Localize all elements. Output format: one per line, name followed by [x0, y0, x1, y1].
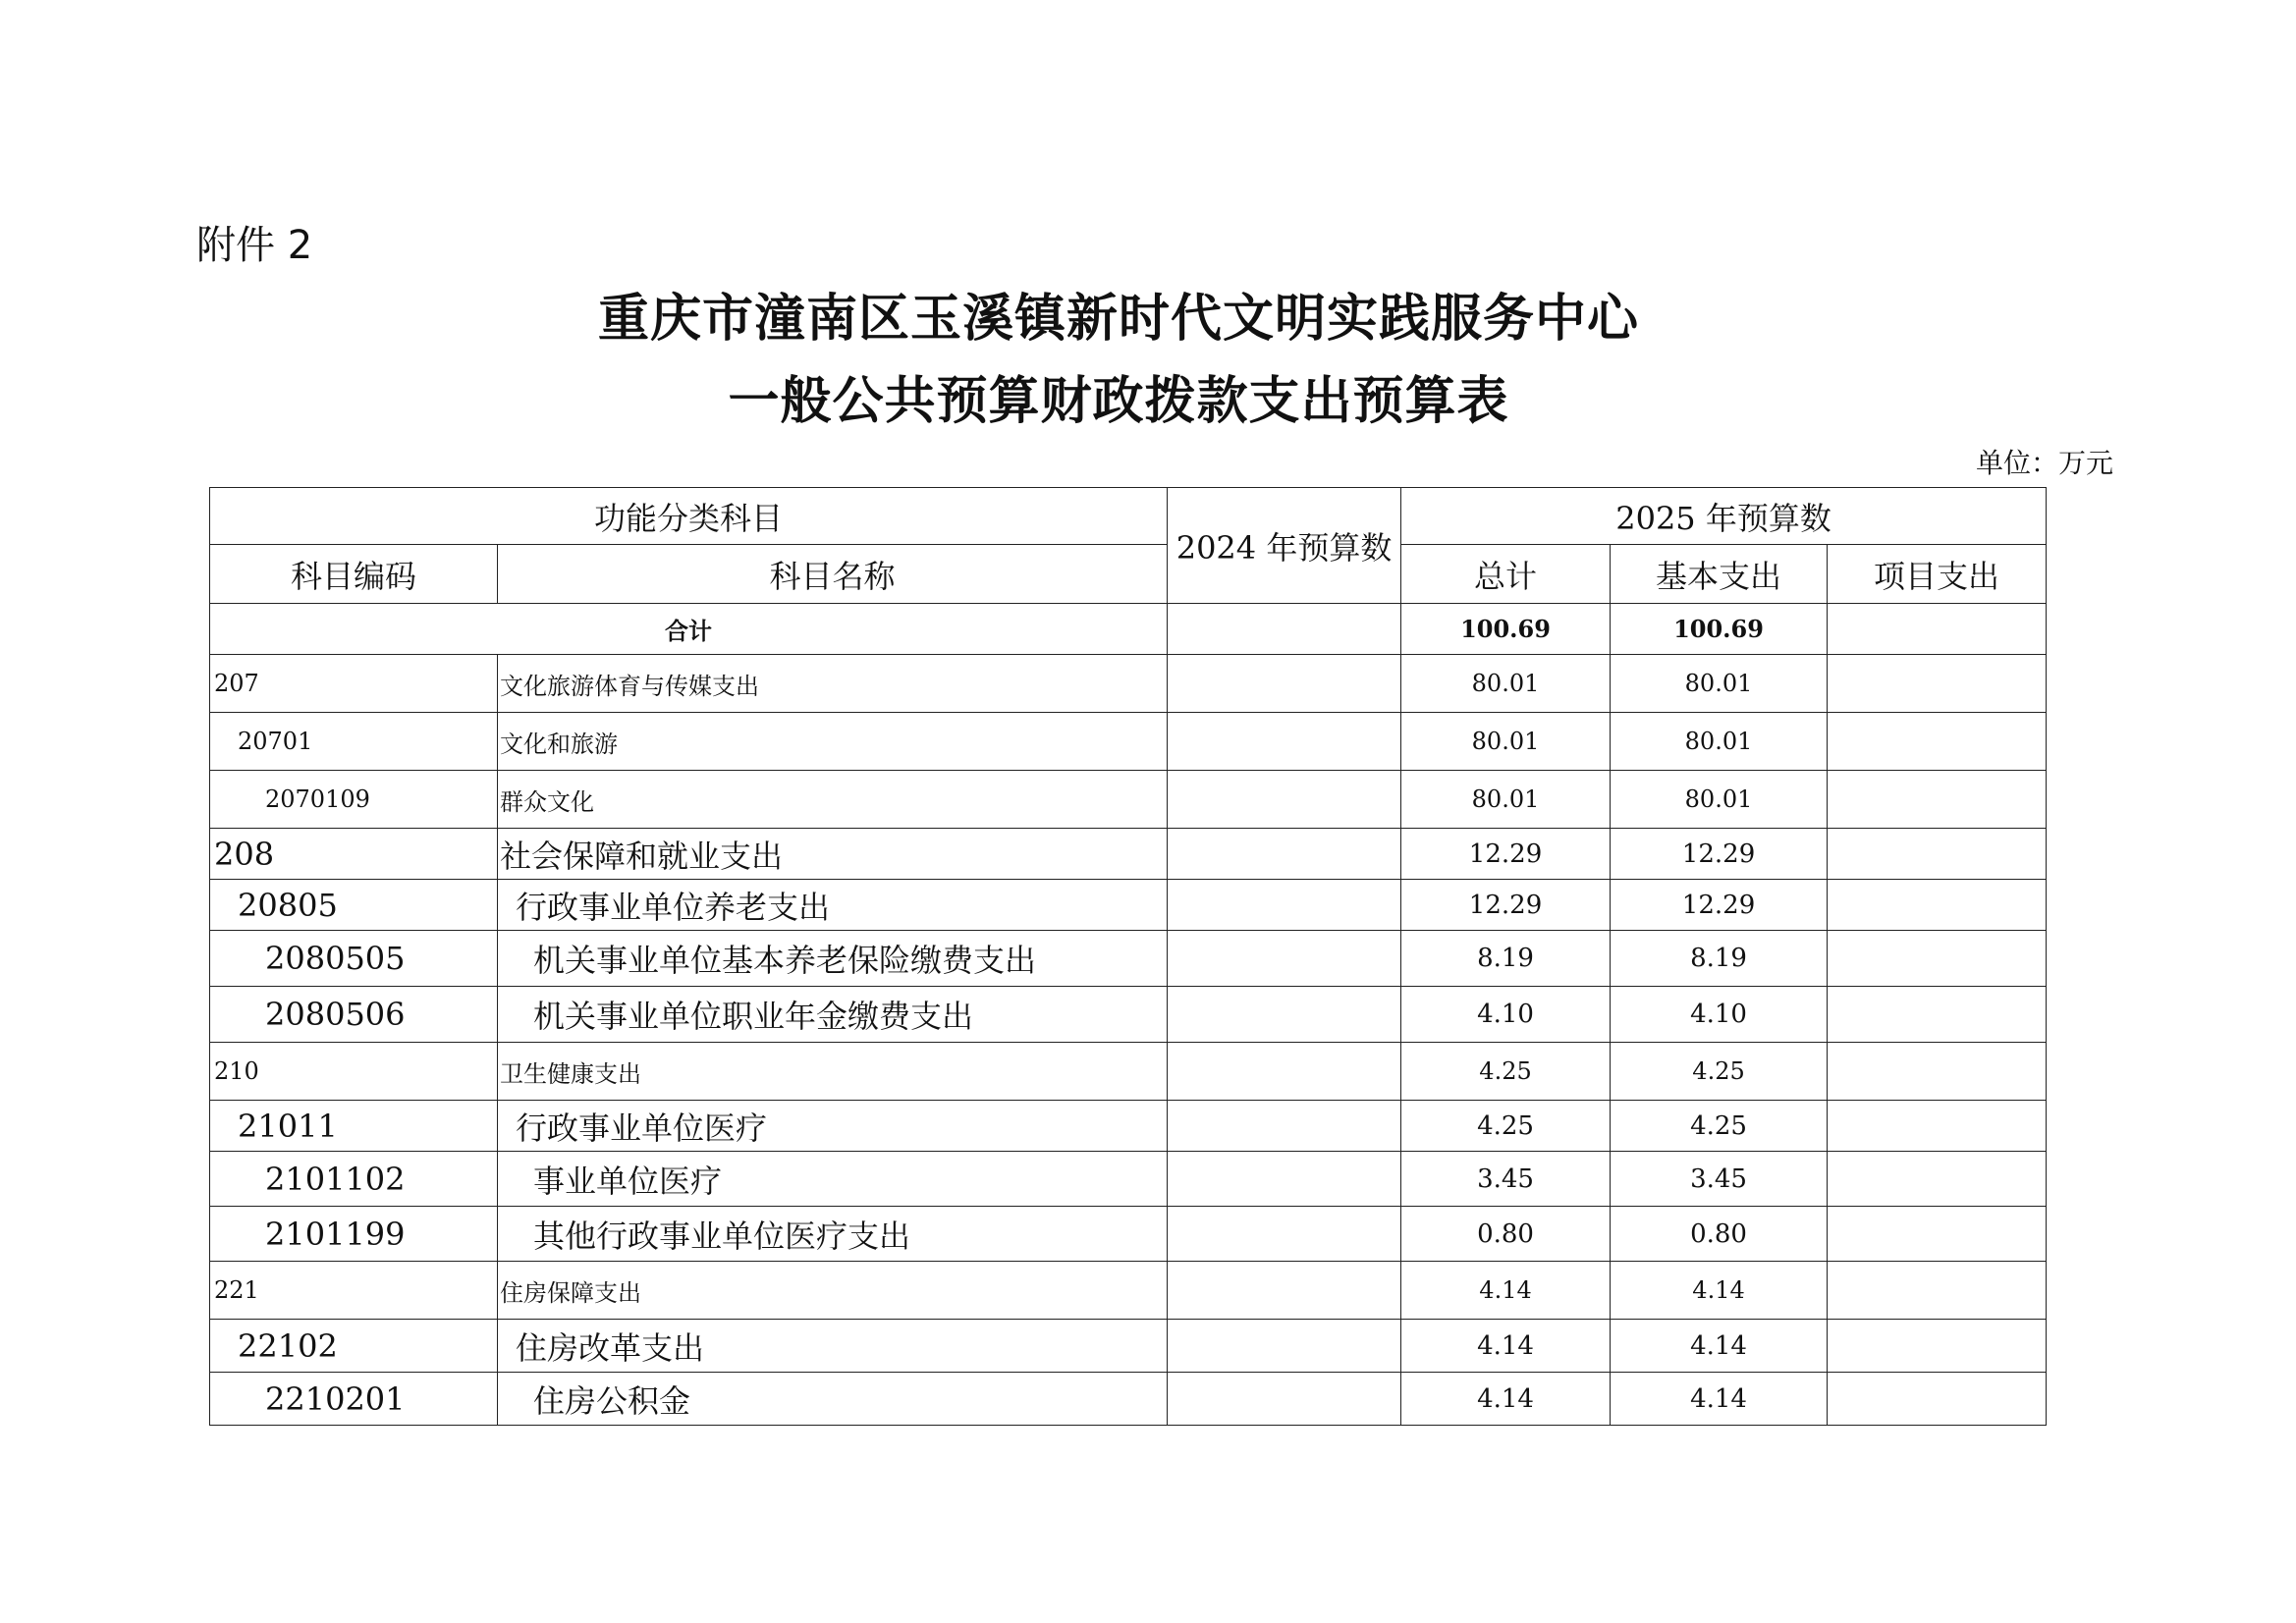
- subject-name: 机关事业单位基本养老保险缴费支出: [498, 931, 1168, 987]
- attachment-label: 附件 2: [196, 223, 313, 268]
- table-row: [210, 1043, 2047, 1101]
- total-basic: 100.69: [1611, 604, 1828, 655]
- subject-name: 其他行政事业单位医疗支出: [498, 1207, 1168, 1262]
- total-amount: 4.25: [1401, 1101, 1611, 1152]
- subject-name: 文化和旅游: [498, 713, 1168, 771]
- budget-2024: [1168, 880, 1401, 931]
- total-amount: 8.19: [1401, 931, 1611, 987]
- project-amount: [1828, 1101, 2047, 1152]
- total-amount: 12.29: [1401, 829, 1611, 880]
- subject-code: 20701: [210, 713, 498, 771]
- basic-amount: 4.14: [1611, 1373, 1828, 1426]
- total-amount: 4.14: [1401, 1373, 1611, 1426]
- total-amount: 12.29: [1401, 880, 1611, 931]
- table-row: [210, 1262, 2047, 1320]
- subject-name: 卫生健康支出: [498, 1043, 1168, 1101]
- subject-code: 2070109: [210, 771, 498, 829]
- header-subject-name: 科目名称: [498, 545, 1168, 604]
- total-amount: 80.01: [1401, 771, 1611, 829]
- table-row: [210, 771, 2047, 829]
- budget-2024: [1168, 1101, 1401, 1152]
- subject-name: 机关事业单位职业年金缴费支出: [498, 987, 1168, 1043]
- total-amount: 80.01: [1401, 655, 1611, 713]
- project-amount: [1828, 713, 2047, 771]
- total-amount: 4.14: [1401, 1262, 1611, 1320]
- basic-amount: 4.14: [1611, 1320, 1828, 1373]
- subject-code: 210: [210, 1043, 498, 1101]
- basic-amount: 4.10: [1611, 987, 1828, 1043]
- subject-name: 群众文化: [498, 771, 1168, 829]
- table-row-total: [210, 604, 2047, 655]
- header-total: 总计: [1401, 545, 1611, 604]
- table-row: [210, 1207, 2047, 1262]
- project-amount: [1828, 1262, 2047, 1320]
- basic-amount: 0.80: [1611, 1207, 1828, 1262]
- subject-code: 221: [210, 1262, 498, 1320]
- document-title-line-2: 一般公共预算财政拨款支出预算表: [728, 372, 1509, 431]
- table-row: [210, 987, 2047, 1043]
- table-row: [210, 1101, 2047, 1152]
- header-project: 项目支出: [1828, 545, 2047, 604]
- table-row: [210, 931, 2047, 987]
- budget-2024: [1168, 1043, 1401, 1101]
- header-budget-2025: 2025 年预算数: [1401, 488, 2047, 545]
- budget-2024: [1168, 829, 1401, 880]
- subject-code: 2080506: [210, 987, 498, 1043]
- project-amount: [1828, 1043, 2047, 1101]
- total-amount: 4.10: [1401, 987, 1611, 1043]
- basic-amount: 80.01: [1611, 655, 1828, 713]
- subject-name: 社会保障和就业支出: [498, 829, 1168, 880]
- basic-amount: 4.25: [1611, 1101, 1828, 1152]
- table-row: [210, 1373, 2047, 1426]
- project-amount: [1828, 987, 2047, 1043]
- total-amount: 4.25: [1401, 1043, 1611, 1101]
- project-amount: [1828, 1373, 2047, 1426]
- total-amount: 4.14: [1401, 1320, 1611, 1373]
- total-project: [1828, 604, 2047, 655]
- subject-code: 208: [210, 829, 498, 880]
- budget-2024: [1168, 987, 1401, 1043]
- table-row: [210, 1320, 2047, 1373]
- subject-code: 20805: [210, 880, 498, 931]
- subject-name: 行政事业单位医疗: [498, 1101, 1168, 1152]
- project-amount: [1828, 1207, 2047, 1262]
- subject-code: 2210201: [210, 1373, 498, 1426]
- total-total: 100.69: [1401, 604, 1611, 655]
- basic-amount: 12.29: [1611, 829, 1828, 880]
- budget-2024: [1168, 1152, 1401, 1207]
- budget-2024: [1168, 1207, 1401, 1262]
- table-row: [210, 655, 2047, 713]
- subject-name: 住房公积金: [498, 1373, 1168, 1426]
- basic-amount: 4.25: [1611, 1043, 1828, 1101]
- project-amount: [1828, 880, 2047, 931]
- basic-amount: 4.14: [1611, 1262, 1828, 1320]
- header-budget-2024: 2024 年预算数: [1168, 488, 1401, 604]
- subject-name: 事业单位医疗: [498, 1152, 1168, 1207]
- header-subject-code: 科目编码: [210, 545, 498, 604]
- table-row: [210, 1152, 2047, 1207]
- budget-2024: [1168, 1373, 1401, 1426]
- table-row: [210, 880, 2047, 931]
- basic-amount: 8.19: [1611, 931, 1828, 987]
- subject-code: 22102: [210, 1320, 498, 1373]
- basic-amount: 80.01: [1611, 713, 1828, 771]
- subject-name: 行政事业单位养老支出: [498, 880, 1168, 931]
- table-row: [210, 713, 2047, 771]
- budget-2024: [1168, 1262, 1401, 1320]
- total-budget-2024: [1168, 604, 1401, 655]
- table-row: [210, 829, 2047, 880]
- project-amount: [1828, 655, 2047, 713]
- total-label: 合计: [210, 604, 1168, 655]
- budget-table: [209, 487, 2047, 1426]
- basic-amount: 12.29: [1611, 880, 1828, 931]
- subject-code: 2101102: [210, 1152, 498, 1207]
- basic-amount: 3.45: [1611, 1152, 1828, 1207]
- subject-name: 文化旅游体育与传媒支出: [498, 655, 1168, 713]
- subject-name: 住房改革支出: [498, 1320, 1168, 1373]
- total-amount: 0.80: [1401, 1207, 1611, 1262]
- budget-2024: [1168, 655, 1401, 713]
- total-amount: 3.45: [1401, 1152, 1611, 1207]
- project-amount: [1828, 829, 2047, 880]
- project-amount: [1828, 931, 2047, 987]
- subject-name: 住房保障支出: [498, 1262, 1168, 1320]
- budget-2024: [1168, 771, 1401, 829]
- budget-2024: [1168, 1320, 1401, 1373]
- project-amount: [1828, 1152, 2047, 1207]
- subject-code: 2101199: [210, 1207, 498, 1262]
- unit-label: 单位：万元: [1975, 447, 2113, 479]
- project-amount: [1828, 771, 2047, 829]
- subject-code: 21011: [210, 1101, 498, 1152]
- basic-amount: 80.01: [1611, 771, 1828, 829]
- total-amount: 80.01: [1401, 713, 1611, 771]
- header-functional-category: 功能分类科目: [210, 488, 1168, 545]
- subject-code: 207: [210, 655, 498, 713]
- document-title-line-1: 重庆市潼南区玉溪镇新时代文明实践服务中心: [597, 290, 1639, 349]
- budget-2024: [1168, 713, 1401, 771]
- budget-2024: [1168, 931, 1401, 987]
- project-amount: [1828, 1320, 2047, 1373]
- header-basic: 基本支出: [1611, 545, 1828, 604]
- subject-code: 2080505: [210, 931, 498, 987]
